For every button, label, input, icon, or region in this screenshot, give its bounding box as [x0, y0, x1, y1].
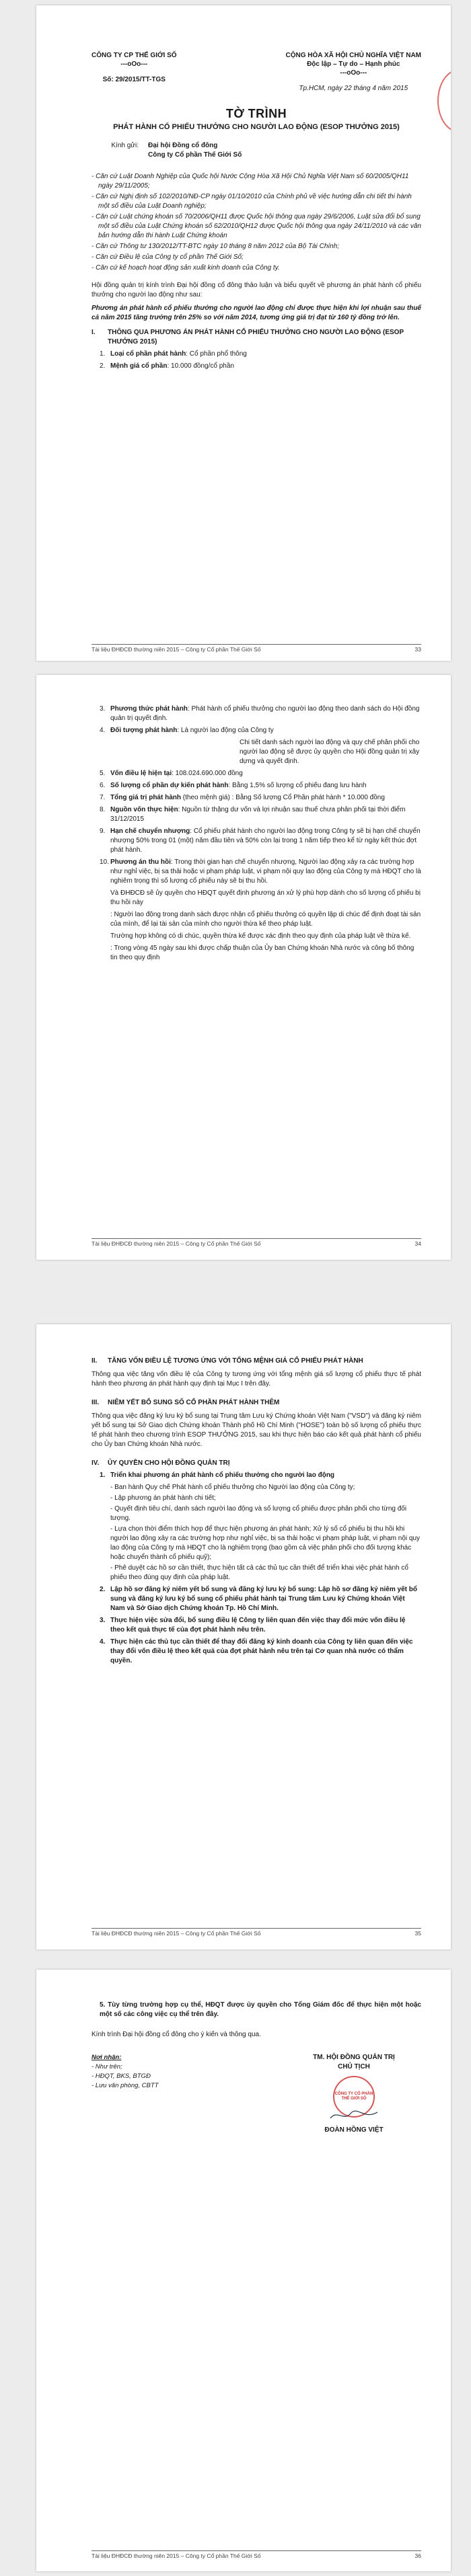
plan-item: 5. Vốn điều lệ hiện tại: 108.024.690.000 đồng: [100, 770, 243, 777]
item-value: : 10.000 đồng/cổ phần: [167, 362, 234, 370]
plan-item: 4. Đối tượng phát hành: Là người lao động của Công ty: [100, 727, 274, 734]
recipient-line-2: Công ty Cổ phần Thế Giới Số: [148, 151, 242, 159]
section-3-text: Thông qua việc đăng ký lưu ký bổ sung tại Trung tâm Lưu ký Chứng khoán Việt Nam ("VSD") và đăng ký niêm yết bổ sung tại Sở Giao dịch Chứng khoán Thành phố Hồ Chí Minh ("HOSE") toàn bộ số lượng cổ phiếu thực tế phát hành theo chương trình ESOP THƯỞNG 2015, sau khi thực hiện báo cáo kết quả phát hành cổ phiếu cho Ủy ban Chứng khoán Nhà nước.: [92, 1412, 421, 1448]
recipient-item: - Như trên;: [92, 2063, 122, 2070]
document-page-3: [36, 1324, 451, 1949]
recipient-line-1: Đại hội Đồng cổ đông: [148, 142, 218, 149]
signature-scribble: [327, 2108, 381, 2123]
plan-item-note: Chi tiết danh sách người lao động và quy chế phân phối cho người lao động sẽ được ủy quyền cho Hội đồng quản trị xây dựng và quyết định.: [240, 739, 420, 765]
delegation-subitem: - Phê duyệt các hồ sơ cần thiết, thực hiện tất cả các thủ tục cần thiết để triển khai việc phát hành cổ phiếu theo đúng quy định của pháp luật.: [110, 1564, 408, 1581]
legal-basis-item: - Căn cứ Luật Doanh Nghiệp của Quốc hội Nước Cộng Hòa Xã Hội Chủ Nghĩa Việt Nam số 60/2005/QH11 ngày 29/11/2005;: [92, 173, 409, 190]
delegation-subitem: - Lựa chọn thời điểm thích hợp để thực hiện phương án phát hành; Xử lý số cổ phiếu bị thu hồi khi người lao động xảy ra các trường hợp như nghỉ việc, bị sa thải hoặc vi phạm pháp luật, vi phạm nội quy lao động của Công ty mà HĐQT cho là nghiêm trọng (bao gồm cả việc phân phối cho đối tượng khác hoặc chuyển thành cổ phiếu quỹ);: [110, 1525, 421, 1561]
section-1-heading: [92, 328, 421, 347]
recipients-block: [92, 2053, 159, 2135]
plan-item: 1. Loại cổ phần phát hành : Cổ phần phổ thông: [100, 350, 247, 358]
signer-name: ĐOÀN HỒNG VIỆT: [324, 2126, 384, 2134]
company-name: CÔNG TY CP THẾ GIỚI SỐ: [92, 52, 177, 59]
delegation-subitem: - Lập phương án phát hành chi tiết;: [110, 1494, 216, 1502]
recipient-label: Kính gửi:: [111, 142, 139, 149]
footer-text: Tài liệu ĐHĐCĐ thường niên 2015 – Công ty Cổ phần Thế Giới Số: [92, 646, 261, 653]
plan-item: 10. Phương án thu hồi: Trong thời gian hạn chế chuyển nhượng, Người lao động xảy ra các trường hợp như nghỉ việc, bị sa thải hoặc vi phạm pháp luật, vi phạm nội quy lao động của Công ty mà HĐQT cho là nghiêm trọng thì số lượng cổ phiếu này sẽ bị thu hồi.: [100, 858, 421, 885]
delegation-item: 4. Thực hiện các thủ tục cần thiết để thay đổi đăng ký kinh doanh của Công ty liên quan đến việc thay đổi vốn điều lệ theo kết quả của đợt phát hành nêu trên tại Cơ quan nhà nước có thẩm quyền.: [100, 1638, 413, 1664]
document-page-1: [36, 5, 451, 661]
signature-block: [287, 2053, 421, 2135]
delegation-subitem: - Ban hành Quy chế Phát hành cổ phiếu thưởng cho Người lao động của Công ty;: [110, 1484, 355, 1491]
intro-paragraph: Hội đồng quản trị kính trình Đại hội đồng cổ đông thảo luận và biểu quyết về phương án phát hành cổ phiếu thưởng cho người lao động như sau:: [92, 282, 421, 298]
closing-paragraph: Kính trình Đại hội đồng cổ đông cho ý kiến và thông qua.: [92, 2031, 261, 2038]
red-stamp-seal: [437, 69, 451, 132]
section-2-text: Thông qua việc tăng vốn điều lệ của Công ty tương ứng với tổng mệnh giá số lượng cổ phiếu thực tế phát hành theo phương án phát hành quy định tại Mục I trên đây.: [92, 1371, 421, 1387]
section-number: I.: [92, 329, 96, 336]
nation-name: CỘNG HÒA XÃ HỘI CHỦ NGHĨA VIỆT NAM: [285, 52, 421, 59]
section-4-heading: IV. ỦY QUYỀN CHO HỘI ĐỒNG QUẢN TRỊ: [92, 1459, 230, 1467]
nation-block: [286, 51, 421, 93]
page-footer: [92, 2550, 421, 2559]
company-block: [92, 51, 177, 93]
legal-basis-list: [92, 172, 421, 273]
plan-item-note: : Người lao động trong danh sách được nhận cổ phiếu thưởng có quyền lập di chúc để định đoạt tài sản của mình, để lại tài sản của mình cho người thừa kế theo pháp luật.: [110, 911, 421, 928]
recipient-item: - Lưu văn phòng, CBTT: [92, 2082, 159, 2089]
recipients-label: Nơi nhận:: [92, 2054, 122, 2061]
nation-motto: Độc lập – Tự do – Hạnh phúc: [307, 61, 400, 68]
section-3-heading: III. NIÊM YẾT BỔ SUNG SỐ CỔ PHẦN PHÁT HÀNH THÊM: [92, 1399, 280, 1406]
page-number: 35: [414, 1930, 421, 1937]
footer-text: Tài liệu ĐHĐCĐ thường niên 2015 – Công ty Cổ phần Thế Giới Số: [92, 1930, 261, 1937]
document-header: [92, 51, 421, 93]
section-2-heading: II. TĂNG VỐN ĐIỀU LỆ TƯƠNG ỨNG VỚI TỔNG MỆNH GIÁ CỔ PHIẾU PHÁT HÀNH: [92, 1357, 363, 1365]
delegation-item-5: 5. Tùy từng trường hợp cụ thể, HĐQT được ủy quyền cho Tổng Giám đốc để thực hiện một hoặc một số các công việc cụ thể trên đây.: [100, 2001, 421, 2018]
page-footer: [92, 1238, 421, 1247]
legal-basis-item: - Căn cứ Nghị định số 102/2010/NĐ-CP ngày 01/10/2010 của Chính phủ về việc hướng dẫn chi tiết thi hành một số điều của Luật Doanh nghiệp;: [92, 193, 412, 210]
signer-role: CHỦ TỊCH: [338, 2063, 370, 2070]
footer-text: Tài liệu ĐHĐCĐ thường niên 2015 – Công ty Cổ phần Thế Giới Số: [92, 1240, 261, 1247]
plan-item: Trường hợp không có di chúc, quyền thừa kế được xác định theo quy định của pháp luật về thừa kế.: [110, 932, 411, 940]
page-number: 36: [414, 2552, 421, 2559]
signer-organization: TM. HỘI ĐỒNG QUẢN TRỊ: [313, 2054, 395, 2061]
footer-text: Tài liệu ĐHĐCĐ thường niên 2015 – Công ty Cổ phần Thế Giới Số: [92, 2552, 261, 2559]
signature-row: [92, 2053, 421, 2135]
plan-item: 7. Tổng giá trị phát hành (theo mệnh giá) : Bằng Số lượng Cổ Phần phát hành * 10.000 đồng: [100, 794, 385, 801]
document-subtitle: PHÁT HÀNH CỔ PHIẾU THƯỞNG CHO NGƯỜI LAO ĐỘNG (ESOP THƯỞNG 2015): [113, 123, 400, 131]
legal-basis-item: - Căn cứ Luật chứng khoán số 70/2006/QH11 được Quốc hội thông qua ngày 29/6/2006, Luật sửa đổi bổ sung một số điều của Luật Chứng khoán số 62/2010/QH12 được Quốc hội thông qua ngày 24/11/2010 và các văn bản hướng dẫn thi hành Luật Chứng khoán: [92, 213, 421, 239]
item-label: Loại cổ phần phát hành: [110, 350, 186, 358]
document-number: Số: 29/2015/TT-TGS: [102, 76, 166, 83]
delegation-item: 2. Lập hồ sơ đăng ký niêm yết bổ sung và đăng ký lưu ký bổ sung: Lập hồ sơ đăng ký niêm yết bổ sung và đăng ký lưu ký bổ sung cổ phiếu phát hành tại Trung tâm Lưu ký Chứng khoán Việt Nam và Sở Giao dịch Chứng khoán Tp. Hồ Chí Minh.: [100, 1586, 417, 1612]
delegation-item: 1. Triển khai phương án phát hành cổ phiếu thưởng cho người lao động: [100, 1472, 335, 1479]
legal-basis-item: - Căn cứ Thông tư 130/2012/TT-BTC ngày 10 tháng 8 năm 2012 của Bộ Tài Chính;: [92, 243, 340, 250]
plan-item: Và ĐHĐCĐ sẽ ủy quyền cho HĐQT quyết định phương án xử lý phù hợp dành cho số lượng cổ phiếu bị thu hồi này: [110, 889, 421, 906]
page-footer: [92, 644, 421, 653]
page-footer: [92, 1928, 421, 1937]
condition-paragraph: Phương án phát hành cổ phiếu thưởng cho người lao động chỉ được thực hiện khi lợi nhuận sau thuế cả năm 2015 tăng trưởng trên 25% so với năm 2014, tương ứng giá trị đạt từ 160 tỷ đồng trở lên.: [92, 305, 421, 321]
document-page-2: [36, 675, 451, 1260]
plan-item: 6. Số lượng cổ phần dự kiến phát hành: Bằng 1,5% số lượng cổ phiếu đang lưu hành: [100, 782, 367, 789]
recipient-item: - HĐQT, BKS, BTGĐ: [92, 2072, 151, 2080]
recipient-block: [92, 141, 421, 160]
seal-text: CÔNG TY CỔ PHẦN THẾ GIỚI SỐ: [334, 2092, 373, 2101]
delegation-subitem: - Quyết định tiêu chí, danh sách người lao động và số lượng cổ phiếu được phân phối cho từng đối tượng.: [110, 1505, 407, 1522]
document-title: TỜ TRÌNH: [225, 107, 287, 120]
item-value: : Cổ phần phổ thông: [186, 350, 247, 358]
item-label: Mệnh giá cổ phần: [110, 362, 168, 370]
page-number: 33: [414, 646, 421, 653]
nation-separator: ---oOo---: [340, 69, 367, 77]
legal-basis-item: - Căn cứ Điều lệ của Công ty cổ phần Thế Giới Số;: [92, 253, 244, 261]
section-title: THÔNG QUA PHƯƠNG ÁN PHÁT HÀNH CỔ PHIẾU THƯỞNG CHO NGƯỜI LAO ĐỘNG (ESOP THƯỞNG 2015): [108, 329, 404, 346]
plan-item: 9. Hạn chế chuyển nhượng: Cổ phiếu phát hành cho người lao động trong Công ty sẽ bị hạn chế chuyển nhượng 50% trong 01 (một) năm đầu tiên và 50% còn lại trong 1 năm tiếp theo kể từ ngày kết thúc đợt phát hành.: [100, 828, 421, 854]
legal-basis-item: - Căn cứ kế hoạch hoạt động sản xuất kinh doanh của Công ty.: [92, 264, 280, 272]
document-page-4: [36, 1970, 451, 2571]
plan-item: 2. Mệnh giá cổ phần : 10.000 đồng/cổ phần: [100, 362, 234, 370]
company-separator: ---oOo---: [120, 61, 148, 68]
page-number: 34: [414, 1240, 421, 1247]
delegation-item: 3. Thực hiện việc sửa đổi, bổ sung điều lệ Công ty liên quan đến việc thay đổi mức vốn điều lệ theo kết quả thực tế của đợt phát hành nêu trên.: [100, 1617, 406, 1634]
plan-item: 3. Phương thức phát hành: Phát hành cổ phiếu thưởng cho người lao động theo danh sách do Hội đồng quản trị quyết định.: [100, 705, 420, 722]
delegation-subitems: [110, 1483, 421, 1582]
document-date: Tp.HCM, ngày 22 tháng 4 năm 2015: [299, 85, 408, 92]
plan-item: 8. Nguồn vốn thực hiện: Nguồn từ thặng dư vốn và lợi nhuận sau thuế chưa phân phối tại thời điểm 31/12/2015: [100, 806, 406, 823]
plan-item-note: : Trong vòng 45 ngày sau khi được chấp thuận của Ủy ban Chứng khoán Nhà nước và công bố thông tin theo quy định: [110, 944, 414, 961]
